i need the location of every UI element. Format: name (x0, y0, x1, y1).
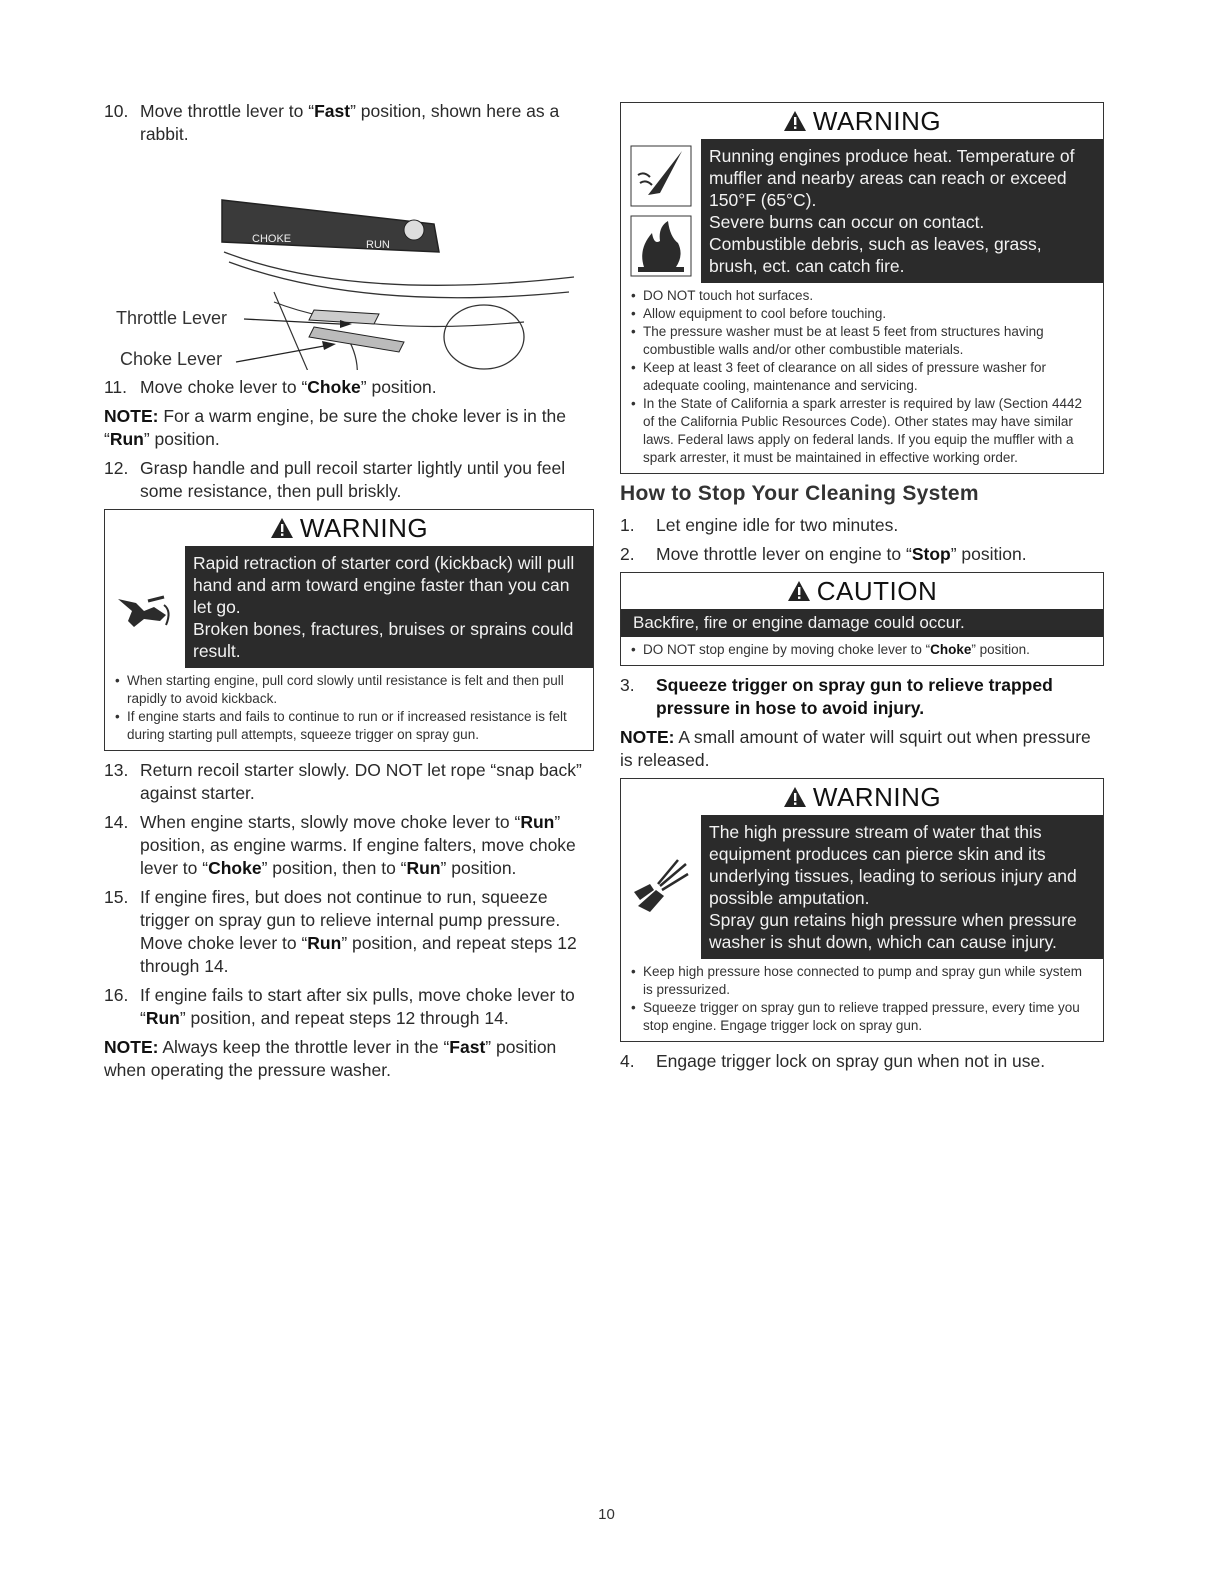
list-item: • The pressure washer must be at least 5 feet from structures having combustible walls and/or other combustible materials. (629, 323, 1095, 359)
step-10 (104, 100, 594, 146)
step-12 (104, 457, 594, 503)
page-number: 10 (598, 1506, 615, 1523)
step-11 (104, 376, 594, 399)
engine-controls-illustration (104, 152, 594, 370)
list-item: • In the State of California a spark arrester is required by law (Section 4442 of the California Public Resources Code). Other states may have similar laws. Federal laws apply on federal lands. If you equip the muffler with a spark arrester, it must be maintained in effective working order. (629, 395, 1095, 467)
warning-header (621, 103, 1103, 139)
warning-instructions (621, 283, 1103, 473)
list-item: • Allow equipment to cool before touching. (629, 305, 1095, 323)
warning-hazard-text: Rapid retraction of starter cord (kickback) will pull hand and arm toward engine faster than you can let go. Broken bones, fractures, bruises or sprains could result. (185, 546, 593, 668)
step-number: 12. (104, 458, 129, 478)
note-throttle-fast: NOTE: Always keep the throttle lever in the “Fast” position when operating the pressure washer. (104, 1037, 557, 1080)
step-number: 1. (620, 515, 635, 535)
warning-title: WARNING (299, 513, 429, 543)
list-item: • Squeeze trigger on spray gun to relieve trapped pressure, every time you stop engine. Engage trigger lock on spray gun. (629, 999, 1095, 1035)
step-16 (104, 984, 594, 1030)
warning-header (621, 779, 1103, 815)
warning-pressure-panel (620, 778, 1104, 1042)
note-water-squirt: NOTE: A small amount of water will squirt out when pressure is released. (620, 727, 1091, 770)
high-pressure-spray-icon (630, 856, 692, 918)
stop-step-1 (620, 514, 1104, 537)
caution-panel (620, 572, 1104, 666)
caution-instructions (621, 637, 1103, 665)
decal-run-text: RUN (366, 239, 390, 251)
kickback-icon-area (105, 546, 185, 668)
warning-instructions (621, 959, 1103, 1041)
caution-hazard-text: Backfire, fire or engine damage could occur. (621, 609, 1103, 637)
step-number: 15. (104, 887, 129, 907)
warning-triangle-icon (270, 517, 294, 539)
step-number: 2. (620, 544, 635, 564)
warning-title: WARNING (812, 106, 942, 136)
step-number: 13. (104, 760, 129, 780)
step-text: Move throttle lever on engine to “Stop” position. (656, 544, 1027, 564)
step-text: Engage trigger lock on spray gun when not in use. (656, 1051, 1046, 1071)
step-number: 11. (104, 377, 128, 397)
list-item: • If engine starts and fails to continue to run or if increased resistance is felt during starting pull attempts, squeeze trigger on spray gun. (113, 708, 585, 744)
warning-header (105, 510, 593, 546)
step-text: When engine starts, slowly move choke lever to “Run” position, as engine warms. If engine falters, move choke lever to “Choke” position, then to “Run” position. (140, 812, 576, 878)
step-15 (104, 886, 594, 978)
warning-hazard-text: Running engines produce heat. Temperature of muffler and nearby areas can reach or exceed 150°F (65°C). Severe burns can occur on contact. Combustible debris, such as leaves, grass, brush, ect. can catch fire. (701, 139, 1103, 283)
list-item: • Keep at least 3 feet of clearance on all sides of pressure washer for adequate cooling, maintenance and servicing. (629, 359, 1095, 395)
right-column (620, 100, 1104, 1079)
warning-kickback-panel (104, 509, 594, 751)
step-text: Move choke lever to “Choke” position. (140, 377, 437, 397)
step-number: 3. (620, 675, 635, 695)
step-text: Grasp handle and pull recoil starter lightly until you feel some resistance, then pull briskly. (140, 458, 566, 501)
step-text: If engine fires, but does not continue to run, squeeze trigger on spray gun to relieve internal pump pressure. Move choke lever to “Run” position, and repeat steps 12 through 14. (140, 887, 577, 976)
spray-icon-area (621, 815, 701, 959)
step-14 (104, 811, 594, 880)
step-number: 16. (104, 985, 129, 1005)
left-column (104, 100, 594, 1088)
choke-lever-label: Choke Lever (120, 349, 223, 369)
warning-triangle-icon (783, 786, 807, 808)
step-number: 14. (104, 812, 129, 832)
step-text: If engine fails to start after six pulls, move choke lever to “Run” position, and repeat steps 12 through 14. (140, 985, 575, 1028)
step-13 (104, 759, 594, 805)
step-number: 4. (620, 1051, 635, 1071)
kickback-hand-icon (114, 581, 176, 633)
warning-instructions (105, 668, 593, 750)
caution-title: CAUTION (816, 576, 938, 606)
step-number: 10. (104, 101, 129, 121)
heat-icon-area (621, 139, 701, 283)
note-warm-engine: NOTE: For a warm engine, be sure the choke lever is in the “Run” position. (104, 406, 567, 449)
decal-choke-text: CHOKE (252, 233, 292, 245)
fire-icon (630, 215, 692, 277)
step-text: Move throttle lever to “Fast” position, shown here as a rabbit. (140, 101, 560, 144)
hot-surface-icon (630, 145, 692, 207)
warning-triangle-icon (783, 110, 807, 132)
throttle-choke-figure (104, 152, 594, 370)
list-item: • Keep high pressure hose connected to pump and spray gun while system is pressurized. (629, 963, 1095, 999)
caution-header (621, 573, 1103, 609)
step-text: Let engine idle for two minutes. (656, 515, 899, 535)
warning-triangle-icon (787, 580, 811, 602)
warning-title: WARNING (812, 782, 942, 812)
step-text: Return recoil starter slowly. DO NOT let rope “snap back” against starter. (140, 760, 582, 803)
list-item: • DO NOT touch hot surfaces. (629, 287, 1095, 305)
stop-step-3 (620, 674, 1104, 720)
throttle-lever-label: Throttle Lever (116, 308, 228, 328)
section-title: How to Stop Your Cleaning System (620, 482, 979, 505)
warning-heat-panel (620, 102, 1104, 474)
stop-step-2 (620, 543, 1104, 566)
stop-step-4 (620, 1050, 1104, 1073)
list-item: • DO NOT stop engine by moving choke lever to “Choke” position. (629, 641, 1095, 659)
list-item: • When starting engine, pull cord slowly until resistance is felt and then pull rapidly to avoid kickback. (113, 672, 585, 708)
warning-hazard-text: The high pressure stream of water that this equipment produces can pierce skin and its underlying tissues, leading to serious injury and possible amputation. Spray gun retains high pressure when pressure washer is shut down, which can cause injury. (701, 815, 1103, 959)
step-text: Squeeze trigger on spray gun to relieve trapped pressure in hose to avoid injury. (656, 675, 1053, 718)
